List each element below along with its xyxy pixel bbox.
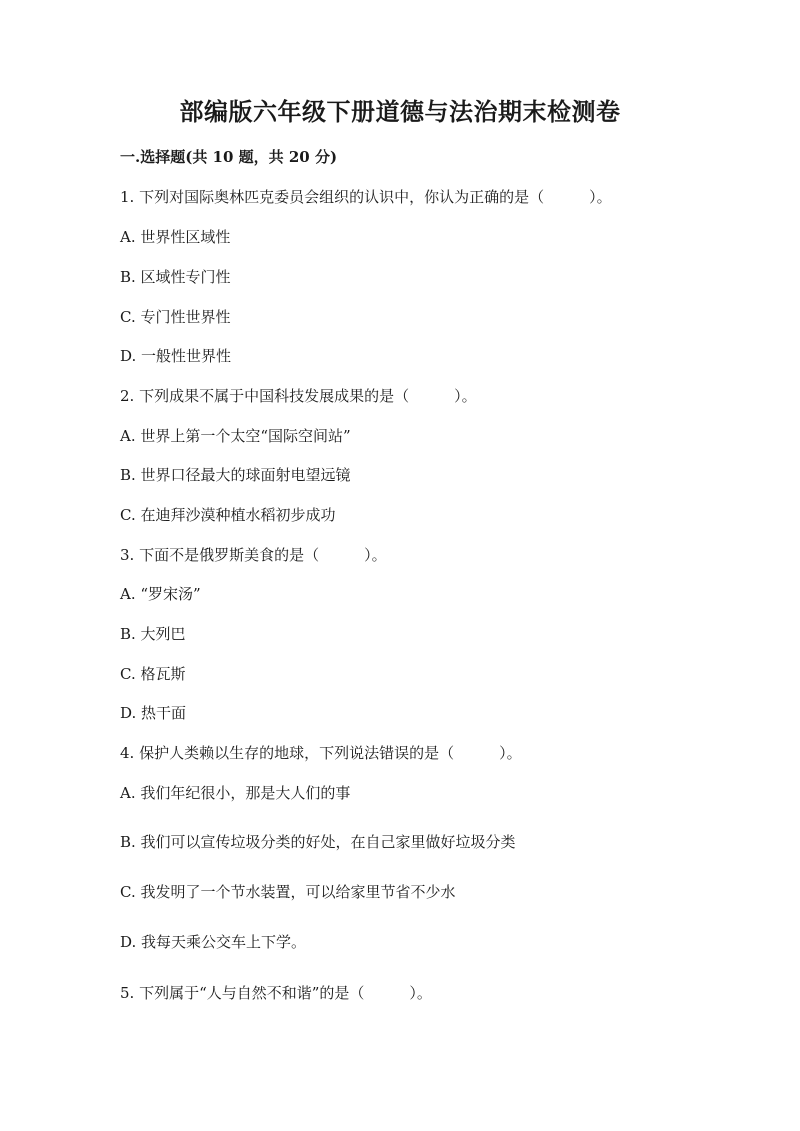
question-4: 4. 保护人类赖以生存的地球，下列说法错误的是（ ）。 [120, 744, 522, 762]
question-3-option-a: A. “罗宋汤” [120, 585, 201, 603]
section-heading: 一.选择题(共 10 题，共 20 分) [120, 148, 338, 166]
question-4-option-d: D. 我每天乘公交车上下学。 [120, 933, 307, 951]
question-3-option-b: B. 大列巴 [120, 625, 186, 643]
question-1-option-c: C. 专门性世界性 [120, 308, 231, 326]
question-3-option-d: D. 热干面 [120, 704, 187, 722]
question-5: 5. 下列属于“人与自然不和谐”的是（ ）。 [120, 984, 432, 1002]
question-3-option-c: C. 格瓦斯 [120, 665, 186, 683]
question-1: 1. 下列对国际奥林匹克委员会组织的认识中，你认为正确的是（ ）。 [120, 188, 612, 206]
exam-title: 部编版六年级下册道德与法治期末检测卷 [179, 97, 621, 126]
question-4-option-a: A. 我们年纪很小，那是大人们的事 [120, 784, 351, 802]
question-4-option-b: B. 我们可以宣传垃圾分类的好处，在自己家里做好垃圾分类 [120, 833, 516, 851]
question-3: 3. 下面不是俄罗斯美食的是（ ）。 [120, 546, 387, 564]
question-1-option-b: B. 区域性专门性 [120, 268, 231, 286]
question-4-option-c: C. 我发明了一个节水装置，可以给家里节省不少水 [120, 883, 456, 901]
question-2-option-b: B. 世界口径最大的球面射电望远镜 [120, 466, 351, 484]
question-1-option-a: A. 世界性区域性 [120, 228, 231, 246]
question-2: 2. 下列成果不属于中国科技发展成果的是（ ）。 [120, 387, 477, 405]
question-2-option-c: C. 在迪拜沙漠种植水稻初步成功 [120, 506, 336, 524]
question-2-option-a: A. 世界上第一个太空“国际空间站” [120, 427, 351, 445]
question-1-option-d: D. 一般性世界性 [120, 347, 232, 365]
